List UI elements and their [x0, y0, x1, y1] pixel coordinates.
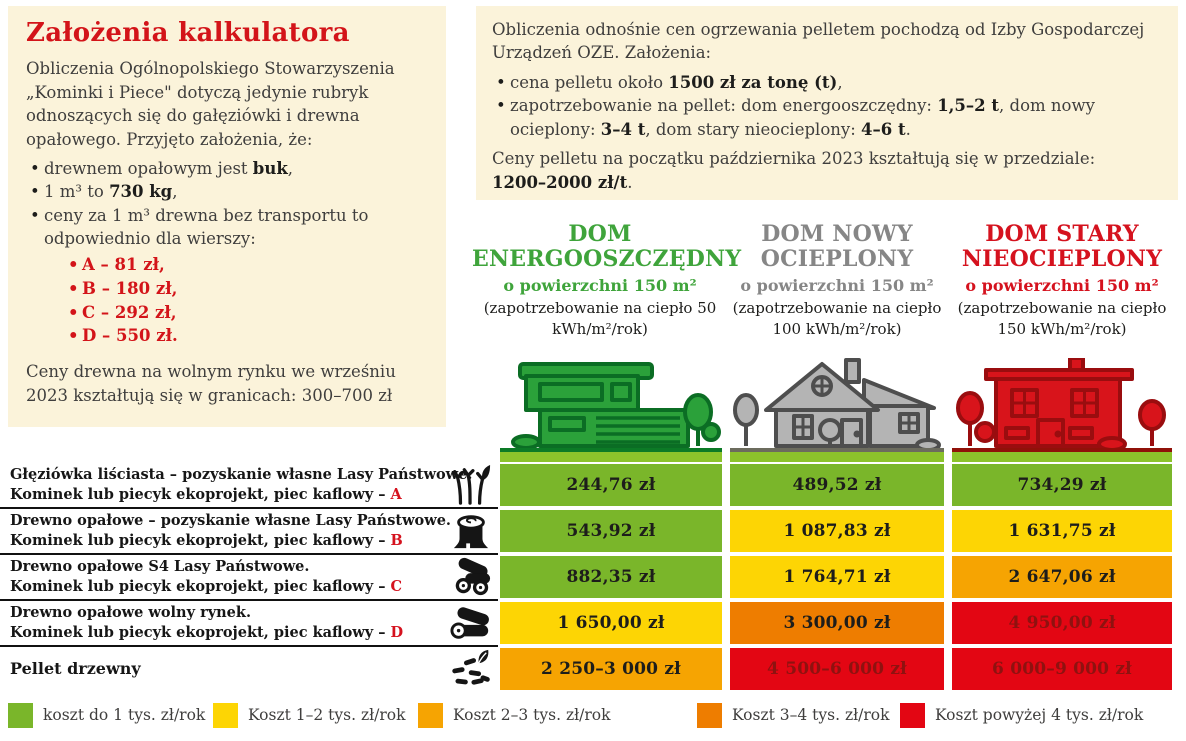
column-heat-demand-note: (zapotrzebowanie na ciepło 100 kWh/m²/rok) [732, 299, 942, 339]
legend-swatch [418, 703, 443, 728]
cost-cell: 1 087,83 zł [730, 510, 944, 552]
column-header-energy-efficient [472, 221, 742, 340]
wood-price-item: • D – 550 zł. [66, 324, 428, 348]
wood-price-item: • C – 292 zł, [66, 301, 428, 325]
grass-strip-old-uninsulated [952, 448, 1172, 462]
stump-icon [450, 510, 492, 552]
pellet-market-price-note: Ceny pelletu na początku października 2023 kształtują się w przedziale: 1200–2000 zł/t. [492, 149, 1096, 192]
cost-cell: 2 250–3 000 zł [500, 648, 722, 690]
cost-cell: 543,92 zł [500, 510, 722, 552]
pellet-intro: Obliczenia odnośnie cen ogrzewania pelletem pochodzą od Izby Gospodarczej Urządzeń OZE. Założenia: [492, 20, 1145, 63]
cost-cell: 734,29 zł [952, 464, 1172, 506]
assumptions-intro: Obliczenia Ogólnopolskiego Stowarzyszenia „Kominki i Piece" dotyczą jedynie rubryk odnoszących się do gałęziówki i drewna opałowego. Przyjęto założenia, że: [26, 59, 395, 149]
table-row-label-B: Drewno opałowe – pozyskanie własne Lasy Państwowe. Kominek lub piecyk ekoprojekt, piec kaflowy – B [10, 512, 451, 549]
row-letter: B [390, 532, 403, 549]
assumption-item: • 1 m³ to 730 kg, [26, 180, 428, 203]
wood-price-item: • A – 81 zł, [66, 253, 428, 277]
column-heat-demand-note: (zapotrzebowanie na ciepło 150 kWh/m²/rok) [957, 299, 1167, 339]
row-letter: A [390, 486, 402, 503]
cost-cell: 1 764,71 zł [730, 556, 944, 598]
legend-item-orange: Koszt 2–3 tys. zł/rok [418, 702, 611, 728]
row-letter: D [390, 624, 404, 641]
assumptions-title: Założenia kalkulatora [26, 18, 350, 48]
cost-cell: 2 647,06 zł [952, 556, 1172, 598]
legend-item-green: koszt do 1 tys. zł/rok [8, 702, 205, 728]
pellets-icon [450, 648, 492, 690]
row-letter: C [390, 578, 403, 595]
row-divider [0, 507, 498, 509]
column-header-new-insulated [730, 222, 944, 340]
table-row-label-A: Głęziówka liściasta – pozyskanie własne Lasy Państwowe. Kominek lub piecyk ekoprojekt, piec kaflowy – A [10, 466, 473, 503]
branches-icon [450, 464, 492, 506]
wood-price-list [26, 253, 428, 349]
calculator-assumptions-box [8, 6, 446, 427]
column-subtitle: o powierzchni 150 m² [740, 276, 934, 296]
column-subtitle: o powierzchni 150 m² [503, 276, 697, 296]
assumption-item: • ceny za 1 m³ drewna bez transportu to odpowiednio dla wierszy: [26, 204, 428, 251]
logs-stacked-icon [450, 556, 492, 598]
legend-swatch [900, 703, 925, 728]
cost-cell: 489,52 zł [730, 464, 944, 506]
pellet-assumption-item: • zapotrzebowanie na pellet: dom energooszczędny: 1,5–2 t, dom nowy ocieplony: 3–4 t, dom stary nieocieplony: 4–6 t. [492, 94, 1162, 141]
row-divider [0, 645, 498, 647]
column-heat-demand-note: (zapotrzebowanie na ciepło 50 kWh/m²/rok) [483, 299, 717, 339]
legend-item-yellow: Koszt 1–2 tys. zł/rok [213, 702, 406, 728]
column-title: DOM ENERGOOSZCZĘDNY [472, 221, 742, 272]
cost-cell: 4 950,00 zł [952, 602, 1172, 644]
row-divider [0, 553, 498, 555]
cost-cell: 882,35 zł [500, 556, 722, 598]
cost-cell: 3 300,00 zł [730, 602, 944, 644]
column-title: DOM NOWY OCIEPLONY [760, 221, 914, 272]
legend-swatch [8, 703, 33, 728]
cost-cell: 1 631,75 zł [952, 510, 1172, 552]
grass-strip-new-insulated [730, 448, 944, 462]
wood-market-price-note: Ceny drewna na wolnym rynku we wrześniu 2023 kształtują się w granicach: 300–700 zł [26, 362, 396, 405]
grass-strip-energy-efficient [500, 448, 722, 462]
energy-efficient-house-illustration [500, 358, 722, 450]
legend-item-orange-dark: Koszt 3–4 tys. zł/rok [697, 702, 890, 728]
wood-price-item: • B – 180 zł, [66, 277, 428, 301]
column-subtitle: o powierzchni 150 m² [965, 276, 1159, 296]
cost-cell: 4 500–6 000 zł [730, 648, 944, 690]
cost-cell: 1 650,00 zł [500, 602, 722, 644]
table-row-label-pellet: Pellet drzewny [10, 658, 141, 678]
table-row-label-D: Drewno opałowe wolny rynek. Kominek lub piecyk ekoprojekt, piec kaflowy – D [10, 604, 404, 641]
new-insulated-house-illustration [730, 358, 944, 450]
legend-item-red: Koszt powyżej 4 tys. zł/rok [900, 702, 1143, 728]
logs-pile-icon [450, 602, 492, 644]
column-title: DOM STARY NIEOCIEPLONY [961, 221, 1163, 272]
old-uninsulated-house-illustration [952, 358, 1172, 450]
row-divider [0, 599, 498, 601]
pellet-assumptions-list [492, 71, 1162, 141]
legend-swatch [213, 703, 238, 728]
legend-swatch [697, 703, 722, 728]
assumption-item: • drewnem opałowym jest buk, [26, 157, 428, 180]
column-header-old-uninsulated [948, 222, 1176, 340]
table-row-label-C: Drewno opałowe S4 Lasy Państwowe. Kominek lub piecyk ekoprojekt, piec kaflowy – C [10, 558, 403, 595]
pellet-assumption-item: • cena pelletu około 1500 zł za tonę (t), [492, 71, 1162, 94]
assumptions-list [26, 157, 428, 251]
cost-cell: 6 000–9 000 zł [952, 648, 1172, 690]
cost-cell: 244,76 zł [500, 464, 722, 506]
pellet-assumptions-box [476, 6, 1178, 200]
